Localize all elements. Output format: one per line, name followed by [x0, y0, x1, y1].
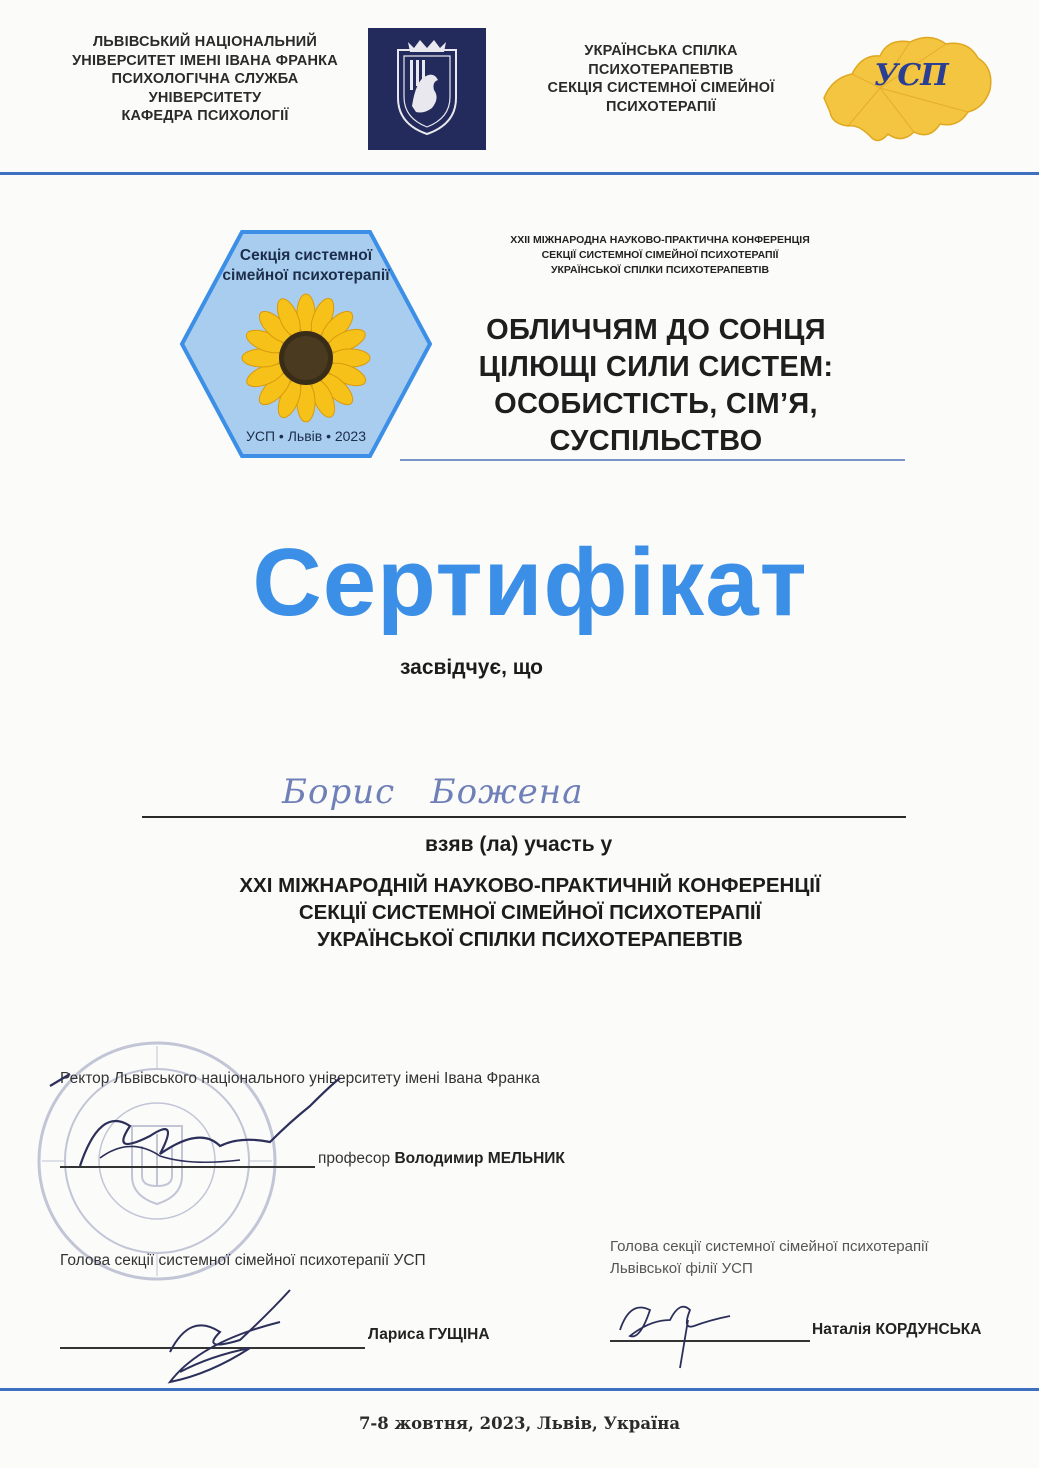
badge-footer: УСП • Львів • 2023	[245, 428, 367, 444]
event-line: УКРАЇНСЬКОЇ СПІЛКИ ПСИХОТЕРАПЕВТІВ	[317, 928, 743, 951]
head-title: Голова секції системної сімейної психотерапії УСП	[60, 1252, 426, 1269]
header-right-line: УКРАЇНСЬКА СПІЛКА	[584, 43, 738, 59]
badge-title	[178, 246, 434, 286]
header-left-line: ПСИХОЛОГІЧНА СЛУЖБА	[111, 71, 299, 87]
theme-divider	[400, 459, 905, 461]
header-left-line: УНІВЕРСИТЕТУ	[148, 89, 262, 106]
theme-line: ОБЛИЧЧЯМ ДО СОНЦЯ	[486, 314, 826, 346]
lviv-head-title-line: Голова секції системної сімейної психотерапії	[610, 1238, 929, 1255]
badge-title-line: сімейної психотерапії	[222, 267, 390, 284]
header-right-line: СЕКЦІЯ СИСТЕМНОЇ СІМЕЙНОЇ	[547, 80, 775, 96]
head-name-text: Лариса ГУЩІНА	[368, 1326, 490, 1343]
badge-title-line: Секція системної	[239, 247, 373, 264]
event-line: XXI МІЖНАРОДНІЙ НАУКОВО-ПРАКТИЧНІЙ КОНФЕРЕНЦІЇ	[239, 874, 821, 897]
lviv-head-signature	[610, 1290, 750, 1370]
conference-info-line: СЕКЦІЇ СИСТЕМНОЇ СІМЕЙНОЇ ПСИХОТЕРАПІЇ	[541, 249, 779, 261]
lviv-head-title-line: Львівської філії УСП	[610, 1260, 753, 1277]
event-line: СЕКЦІЇ СИСТЕМНОЇ СІМЕЙНОЇ ПСИХОТЕРАПІЇ	[298, 901, 762, 924]
theme-line: ЦІЛЮЩІ СИЛИ СИСТЕМ:	[478, 351, 834, 383]
lviv-head-name	[812, 1321, 981, 1339]
certificate-title: Сертифікат	[252, 529, 808, 636]
rector-title: Ректор Львівського національного університету імені Івана Франка	[60, 1070, 540, 1087]
header-left-line: КАФЕДРА ПСИХОЛОГІЇ	[121, 108, 289, 124]
rector-signature	[40, 1066, 370, 1186]
recipient-line	[142, 816, 906, 818]
conference-info-line: XXII МІЖНАРОДНА НАУКОВО-ПРАКТИЧНА КОНФЕРЕНЦІЯ	[510, 234, 810, 246]
head-signature	[150, 1282, 310, 1392]
university-crest-logo	[368, 28, 486, 150]
conference-theme	[400, 312, 912, 460]
event-description	[180, 872, 880, 953]
header-right-line: ПСИХОТЕРАПЕВТІВ	[588, 61, 734, 78]
head-name	[368, 1326, 490, 1344]
usp-logo-text: УСП	[874, 58, 948, 93]
conference-info-line: УКРАЇНСЬКОЇ СПІЛКИ ПСИХОТЕРАПЕВТІВ	[550, 264, 770, 276]
lviv-head-name-text: Наталія КОРДУНСЬКА	[812, 1321, 982, 1338]
header-right-line: ПСИХОТЕРАПІЇ	[606, 98, 716, 115]
rector-name: Володимир МЕЛЬНИК	[394, 1150, 565, 1167]
header-left-line: ЛЬВІВСЬКИЙ НАЦІОНАЛЬНИЙ	[92, 34, 318, 50]
footer-divider	[0, 1388, 1039, 1391]
university-header	[55, 33, 355, 126]
conference-badge	[178, 228, 434, 460]
header-left-line: УНІВЕРСИТЕТ ІМЕНІ ІВАНА ФРАНКА	[72, 52, 338, 69]
recipient-name: Борис Божена	[282, 772, 584, 812]
certifies-text: засвідчує, що	[400, 656, 544, 679]
lviv-head-title	[610, 1236, 929, 1280]
usp-header	[520, 42, 802, 116]
rector-prefix: професор	[318, 1150, 391, 1167]
usp-ukraine-map-logo	[818, 28, 998, 152]
conference-info	[430, 233, 890, 278]
participated-text: взяв (ла) участь у	[425, 833, 613, 856]
header-divider	[0, 172, 1039, 175]
footer-date-place: 7-8 жовтня, 2023, Львів, Україна	[358, 1414, 681, 1433]
theme-line: ОСОБИСТІСТЬ, СІМ’Я, СУСПІЛЬСТВО	[494, 388, 818, 457]
